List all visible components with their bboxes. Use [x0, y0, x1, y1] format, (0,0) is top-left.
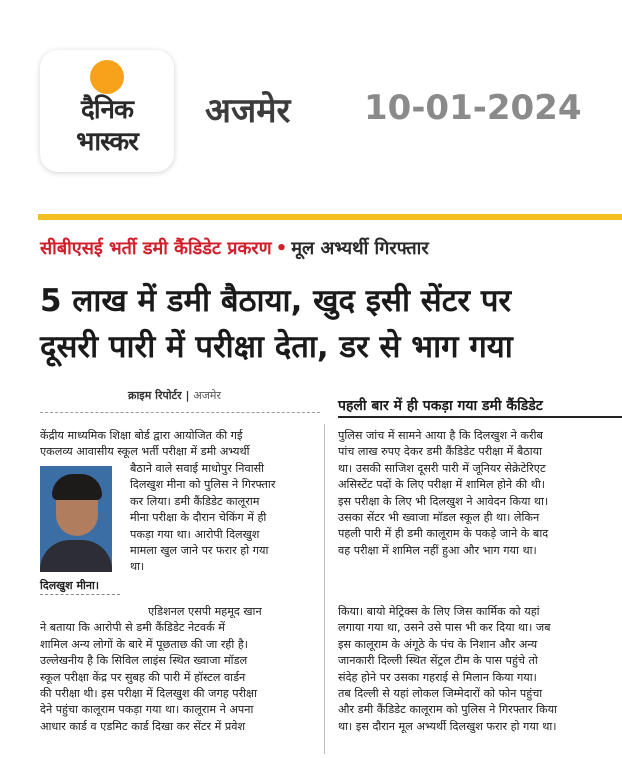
headline: [40, 278, 615, 370]
left-intro: [40, 428, 320, 461]
text-line: उसका सेंटर भी ख्वाजा मॉडल स्कूल ही था। लेकिन: [338, 511, 540, 525]
text-line: वह परीक्षा में शामिल नहीं हुआ और भाग गया था।: [338, 543, 537, 557]
right-para2: [338, 604, 620, 735]
text-line: देने पहुंचा कालूराम पकड़ा गया था। कालूराम ने अपना: [40, 703, 254, 717]
text-line: की परीक्षा थी। इस परीक्षा में दिलखुश की जगह परीक्षा: [40, 687, 257, 701]
text-line: असिस्टेंट पदों के लिए परीक्षा में शामिल होने की थी।: [338, 478, 546, 492]
photo-caption: दिलखुश मीना।: [40, 579, 100, 592]
byline-rule: [40, 412, 320, 413]
kicker-topic: सीबीएसई भर्ती डमी कैंडिडेट प्रकरण: [40, 238, 272, 259]
logo-text-line2: भास्कर: [76, 127, 138, 157]
text-line: संदेह होने पर उसका गहराई से मिलान किया गया।: [338, 670, 537, 684]
text-line: दिलखुश मीना को पुलिस ने गिरफ्तार: [130, 478, 276, 492]
text-line: एडिशनल एसपी महमूद खान: [148, 605, 262, 618]
text-line: इस परीक्षा के लिए भी दिलखुश ने आवेदन किया था।: [338, 494, 549, 508]
headline-line1: 5 लाख में डमी बैठाया, खुद इसी सेंटर पर: [40, 283, 512, 319]
edition-date: 10-01-2024: [364, 88, 582, 128]
text-line: पुलिस जांच में सामने आया है कि दिलखुश ने करीब: [338, 429, 543, 442]
text-line: शामिल अन्य लोगों के बारे में पूछताछ की जा रही है।: [40, 637, 248, 651]
left-wrap-text: [130, 461, 320, 576]
byline: [128, 388, 221, 403]
text-line: किया। बायो मेट्रिक्स के लिए जिस कार्मिक को यहां: [338, 605, 540, 618]
text-line: ने बताया कि आरोपी से डमी कैंडिडेट नेटवर्क में: [40, 621, 225, 635]
photo-hair: [52, 474, 102, 500]
text-line: तब दिल्ली से यहां लोकल जिम्मेदारों को फोन पहुंचा: [338, 687, 543, 701]
sun-icon: [90, 60, 124, 94]
text-line: स्कूल परीक्षा केंद्र पर सुबह की पारी में हॉस्टल वार्डन: [40, 670, 246, 684]
text-line: लगाया गया था, उसने उसे पास भी कर दिया था। जब: [338, 621, 551, 635]
left-para2: [40, 604, 320, 735]
text-line: एकलव्य आवासीय स्कूल भर्ती परीक्षा में डमी अभ्यर्थी: [40, 445, 250, 459]
text-line: था। इस दौरान मूल अभ्यर्थी दिलखुश फरार हो गया था।: [338, 719, 557, 733]
photo-shirt: [40, 540, 112, 572]
logo-text-line1: दैनिक: [81, 95, 133, 125]
subhead-rule: [338, 416, 622, 418]
text-line: मामला खुल जाने पर फरार हो गया: [130, 544, 269, 558]
byline-city: अजमेर: [193, 389, 221, 402]
text-line: पकड़ा गया था। आरोपी दिलखुश: [130, 527, 260, 541]
kicker-update: मूल अभ्यर्थी गिरफ्तार: [291, 238, 429, 259]
byline-divider: |: [185, 389, 190, 402]
text-line: इस कालूराम के अंगूठे के पंच के निशान और अन्य: [338, 637, 538, 651]
text-line: था।: [130, 560, 145, 574]
byline-reporter: क्राइम रिपोर्टर: [128, 389, 182, 402]
headline-line2: दूसरी पारी में परीक्षा देता, डर से भाग गया: [40, 329, 513, 365]
edition-city: अजमेर: [205, 91, 291, 131]
text-line: पांच लाख रुपए देकर डमी कैंडिडेट परीक्षा में बैठाया: [338, 445, 543, 459]
text-line: मीना परीक्षा के दौरान चेकिंग में ही: [130, 511, 267, 525]
column-divider: [324, 424, 325, 754]
section-divider: [38, 214, 622, 220]
kicker-separator: •: [275, 238, 288, 259]
text-line: बैठाने वाले सवाई माधोपुर निवासी: [130, 462, 265, 475]
caption-rule: [40, 594, 120, 595]
kicker: [40, 236, 620, 260]
right-para1: [338, 428, 620, 559]
dainik-bhaskar-logo: [40, 50, 174, 172]
text-line: उल्लेखनीय है कि सिविल लाइंस स्थित ख्वाजा मॉडल: [40, 654, 248, 668]
accused-photo: [40, 466, 112, 572]
text-line: था। उसकी साजिश दूसरी पारी में जूनियर सेक्रेटेरिएट: [338, 461, 546, 475]
text-line: केंद्रीय माध्यमिक शिक्षा बोर्ड द्वारा आयोजित की गई: [40, 429, 243, 442]
text-line: जानकारी दिल्ली स्थित सेंट्रल टीम के पास पहुंचे तो: [338, 654, 538, 668]
text-line: पहली पारी में ही डमी कालूराम के पकड़े जाने के बाद: [338, 527, 549, 541]
text-line: और डमी कैंडिडेट कालूराम को पुलिस ने गिरफ्तार किया: [338, 703, 558, 717]
text-line: कर लिया। डमी कैंडिडेट कालूराम: [130, 494, 260, 508]
subhead: पहली बार में ही पकड़ा गया डमी कैंडिडेट: [338, 398, 543, 414]
text-line: आधार कार्ड व एडमिट कार्ड दिखा कर सेंटर में प्रवेश: [40, 719, 246, 733]
